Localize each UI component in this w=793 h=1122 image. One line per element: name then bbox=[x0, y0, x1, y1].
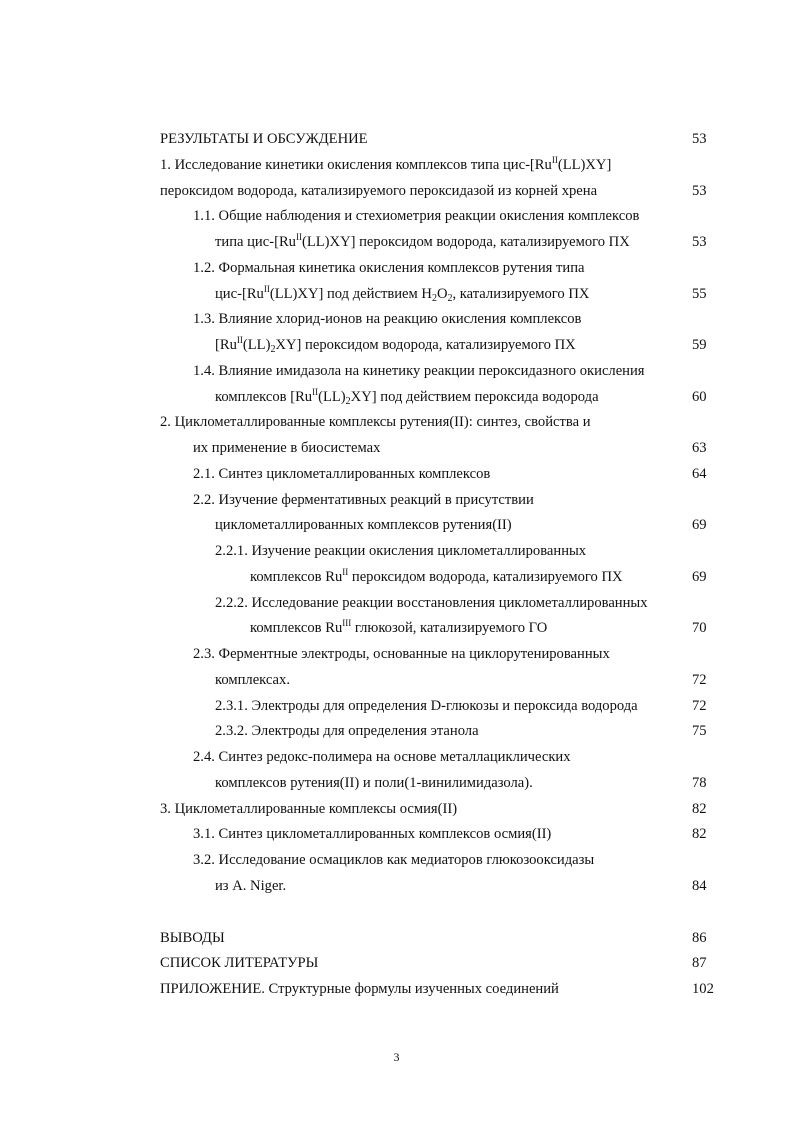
page-number: 3 bbox=[393, 1050, 400, 1064]
superscript: II bbox=[295, 232, 302, 242]
toc-entry bbox=[0, 566, 793, 588]
superscript: III bbox=[342, 618, 352, 629]
toc-entry bbox=[0, 283, 793, 305]
superscript: II bbox=[551, 154, 558, 165]
toc-entry-title bbox=[193, 360, 645, 382]
text-segment: 2.3.1. Электроды для определения D-глюкозы и пероксида водорода bbox=[215, 697, 638, 714]
text-segment: 1.4. Влияние имидазола на кинетику реакции пероксидазного окисления bbox=[193, 362, 645, 379]
text-segment: 2.4. Синтез редокс-полимера на основе металлациклических bbox=[193, 749, 571, 765]
toc-entry-page: 55 bbox=[692, 285, 707, 302]
toc-entry bbox=[0, 257, 793, 279]
superscript: II bbox=[312, 386, 319, 397]
toc-entry-title bbox=[215, 514, 512, 536]
toc-entry-title bbox=[250, 617, 547, 639]
toc-entry-title bbox=[193, 489, 534, 511]
toc-entry bbox=[0, 411, 793, 433]
toc-entry-title bbox=[193, 205, 639, 227]
toc-entry bbox=[0, 514, 793, 536]
text-segment: 2.2.2. Исследование реакции восстановления циклометаллированных bbox=[215, 594, 648, 611]
toc-entry bbox=[0, 978, 793, 1000]
subscript: 2 bbox=[270, 344, 276, 355]
toc-entry-page: 82 bbox=[692, 826, 707, 843]
text-segment: , катализируемого ПХ bbox=[452, 285, 590, 302]
text-segment: (LL)XY] bbox=[557, 156, 612, 173]
superscript: II bbox=[342, 566, 349, 577]
toc-entry bbox=[0, 823, 793, 845]
toc-entry bbox=[0, 360, 793, 382]
text-segment: 1.1. Общие наблюдения и стехиометрия реакции окисления комплексов bbox=[193, 208, 640, 225]
text-segment: 1. Исследование кинетики окисления комплексов типа цис-[Ru bbox=[160, 156, 552, 173]
subscript: 2 bbox=[431, 292, 437, 304]
toc-entry-page: 82 bbox=[692, 800, 707, 817]
text-segment: их применение в биосистемах bbox=[193, 440, 381, 456]
text-segment: (LL) bbox=[318, 388, 346, 405]
text-segment: 1.2. Формальная кинетика окисления комплексов рутения типа bbox=[193, 259, 585, 276]
toc-entry-title bbox=[193, 463, 490, 485]
toc-entry-title bbox=[215, 231, 630, 253]
toc-entry-title bbox=[160, 411, 591, 433]
toc-entry-title bbox=[193, 823, 551, 845]
text-segment: 2. Циклометаллированные комплексы рутения(II): синтез, свойства и bbox=[160, 414, 591, 431]
text-segment: типа цис-[Ru bbox=[215, 234, 296, 250]
toc-entry-title bbox=[160, 128, 368, 150]
text-segment: из A. Niger. bbox=[215, 877, 287, 894]
text-segment: 2.2. Изучение ферментативных реакций в присутствии bbox=[193, 491, 534, 508]
toc-entry-page: 53 bbox=[692, 182, 707, 199]
toc-entry bbox=[0, 231, 793, 253]
toc-entry-title bbox=[193, 746, 571, 768]
toc-entry-title bbox=[193, 849, 594, 871]
toc-entry-title bbox=[215, 540, 586, 562]
toc-entry bbox=[0, 798, 793, 820]
toc-entry bbox=[0, 772, 793, 794]
toc-entry-title bbox=[215, 875, 286, 897]
toc-entry bbox=[0, 180, 793, 202]
toc-entry-page: 64 bbox=[692, 465, 707, 482]
text-segment: комплексов рутения(II) и поли(1-винилимидазола). bbox=[215, 774, 533, 791]
toc-entry-page: 53 bbox=[692, 234, 707, 250]
text-segment: 3.1. Синтез циклометаллированных комплексов осмия(II) bbox=[193, 826, 552, 843]
text-segment: 2.3.2. Электроды для определения этанола bbox=[215, 723, 479, 740]
toc-entry-title bbox=[193, 257, 584, 279]
toc-entry-title bbox=[193, 437, 380, 459]
text-segment: комплексах. bbox=[215, 671, 290, 688]
text-segment: ПРИЛОЖЕНИЕ. Структурные формулы изученных соединений bbox=[160, 981, 559, 997]
text-segment: ВЫВОДЫ bbox=[160, 929, 225, 946]
toc-entry bbox=[0, 308, 793, 330]
text-segment: глюкозой, катализируемого ГО bbox=[351, 620, 548, 637]
toc-entry-title bbox=[215, 334, 576, 356]
text-segment: [Ru bbox=[215, 337, 237, 353]
toc-entry-title bbox=[215, 695, 638, 717]
text-segment: (LL)XY] пероксидом водорода, катализируемого ПХ bbox=[301, 234, 630, 250]
toc-entry bbox=[0, 669, 793, 691]
text-segment: пероксидом водорода, катализируемого ПХ bbox=[348, 568, 623, 585]
toc-entry bbox=[0, 540, 793, 562]
text-segment: O bbox=[436, 285, 448, 302]
toc-entry-title bbox=[160, 154, 611, 176]
toc-entry bbox=[0, 592, 793, 614]
toc-entry-title bbox=[250, 566, 623, 588]
toc-entry-title bbox=[215, 772, 533, 794]
toc-entry bbox=[0, 437, 793, 459]
toc-entry-page: 75 bbox=[692, 723, 707, 740]
toc-entry-title bbox=[215, 386, 599, 408]
toc-entry-page: 102 bbox=[692, 981, 714, 997]
text-segment: СПИСОК ЛИТЕРАТУРЫ bbox=[160, 955, 319, 972]
text-segment: комплексов Ru bbox=[250, 620, 343, 637]
text-segment: 3. Циклометаллированные комплексы осмия(II) bbox=[160, 800, 458, 817]
toc-entry bbox=[0, 927, 793, 949]
text-segment: цис-[Ru bbox=[215, 285, 264, 302]
text-segment: XY] пероксидом водорода, катализируемого ПХ bbox=[275, 337, 576, 353]
toc-entry-title bbox=[193, 308, 581, 330]
toc-entry-title bbox=[160, 952, 318, 974]
toc-entry-page: 72 bbox=[692, 671, 707, 688]
text-segment: (LL)XY] под действием H bbox=[269, 285, 432, 302]
text-segment: комплексов Ru bbox=[250, 568, 343, 585]
text-segment: пероксидом водорода, катализируемого пероксидазой из корней хрена bbox=[160, 182, 598, 199]
toc-entry-page: 70 bbox=[692, 620, 707, 637]
toc-entry bbox=[0, 849, 793, 871]
toc-entry-title bbox=[160, 180, 597, 202]
subscript: 2 bbox=[447, 292, 453, 304]
superscript: II bbox=[263, 283, 270, 294]
toc-entry-page: 72 bbox=[692, 697, 707, 714]
toc-entry bbox=[0, 334, 793, 356]
toc-entry-page: 59 bbox=[692, 337, 707, 353]
toc-entry-title bbox=[215, 720, 479, 742]
toc-entry-page: 78 bbox=[692, 774, 707, 791]
superscript: II bbox=[236, 335, 243, 345]
toc-entry-page: 87 bbox=[692, 955, 707, 972]
toc-entry bbox=[0, 463, 793, 485]
toc-entry-page: 60 bbox=[692, 388, 707, 405]
toc-entry-title bbox=[160, 927, 225, 949]
toc-entry bbox=[0, 617, 793, 639]
text-segment: циклометаллированных комплексов рутения(II) bbox=[215, 517, 512, 534]
toc-entry bbox=[0, 720, 793, 742]
toc-entry-title bbox=[215, 669, 290, 691]
toc-entry-page: 53 bbox=[692, 131, 707, 147]
toc-entry-page: 63 bbox=[692, 440, 707, 456]
toc-entry-page: 69 bbox=[692, 568, 707, 585]
toc-entry bbox=[0, 952, 793, 974]
toc-entry-title bbox=[160, 798, 457, 820]
toc-entry bbox=[0, 695, 793, 717]
text-segment: РЕЗУЛЬТАТЫ И ОБСУЖДЕНИЕ bbox=[160, 131, 368, 147]
toc-entry bbox=[0, 746, 793, 768]
toc-entry bbox=[0, 154, 793, 176]
toc-entry bbox=[0, 386, 793, 408]
toc-entry-page: 69 bbox=[692, 517, 707, 534]
toc-entry-page: 86 bbox=[692, 929, 707, 946]
text-segment: 2.3. Ферментные электроды, основанные на циклорутенированных bbox=[193, 646, 610, 662]
toc-entry bbox=[0, 875, 793, 897]
toc-entry-title bbox=[193, 643, 610, 665]
toc-entry-page: 84 bbox=[692, 877, 707, 894]
text-segment: 3.2. Исследование осмациклов как медиаторов глюкозооксидазы bbox=[193, 852, 595, 868]
toc-entry bbox=[0, 128, 793, 150]
text-segment: комплексов [Ru bbox=[215, 388, 313, 405]
toc-entry bbox=[0, 489, 793, 511]
text-segment: (LL) bbox=[242, 337, 271, 353]
text-segment: XY] под действием пероксида водорода bbox=[350, 388, 599, 405]
toc-entry-title bbox=[215, 592, 648, 614]
toc-entry bbox=[0, 205, 793, 227]
text-segment: 2.2.1. Изучение реакции окисления циклометаллированных bbox=[215, 543, 587, 559]
toc-entry-title bbox=[160, 978, 559, 1000]
text-segment: 2.1. Синтез циклометаллированных комплексов bbox=[193, 465, 491, 482]
subscript: 2 bbox=[345, 395, 351, 407]
toc-entry bbox=[0, 643, 793, 665]
toc-entry-title bbox=[215, 283, 589, 305]
text-segment: 1.3. Влияние хлорид-ионов на реакцию окисления комплексов bbox=[193, 311, 582, 328]
